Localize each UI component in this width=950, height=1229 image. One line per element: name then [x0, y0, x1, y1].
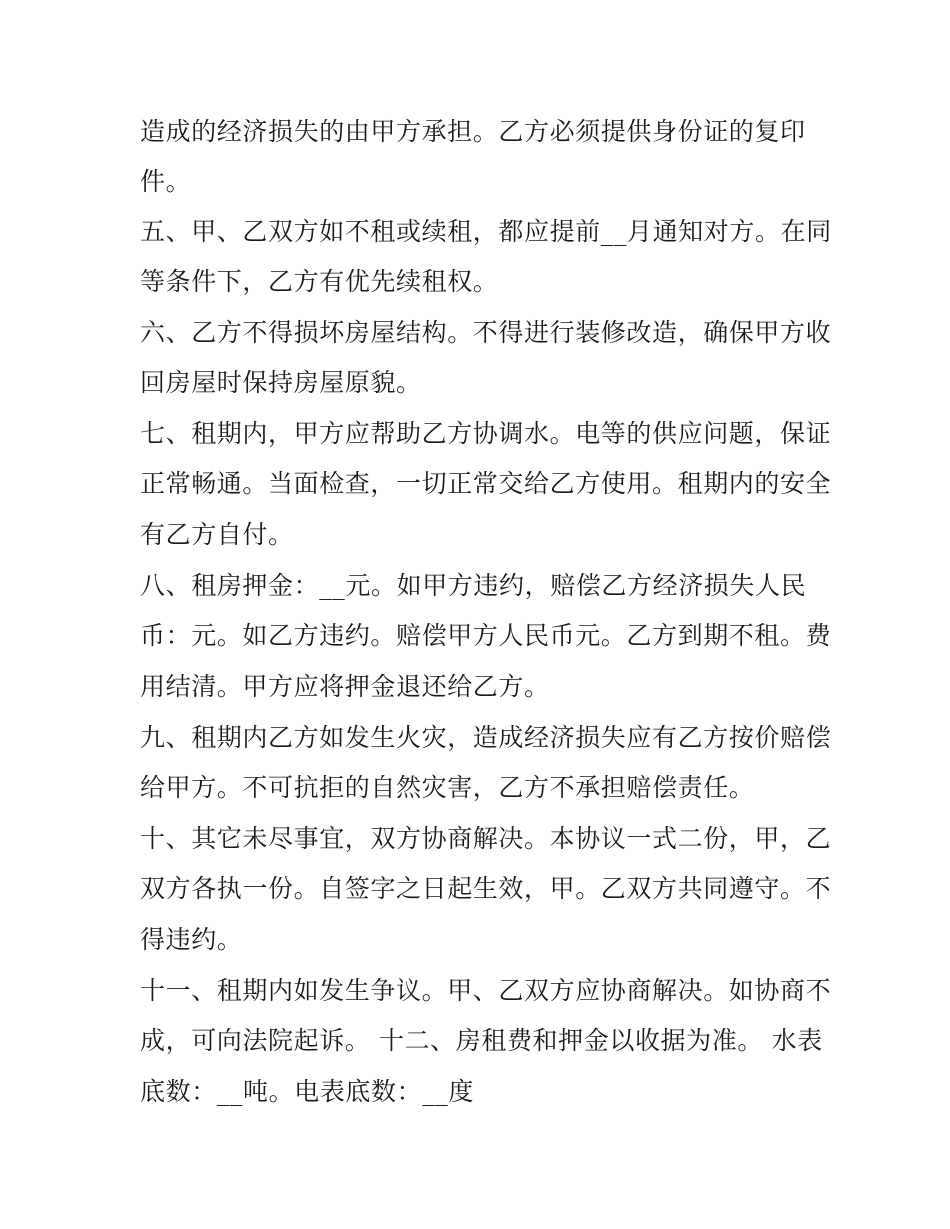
text-line: 有乙方自付。: [140, 520, 294, 549]
text-line: 成，可向法院起诉。 十二、房租费和押金以收据为准。 水表: [140, 1026, 823, 1055]
clause-7-line: 七、租期内，甲方应帮助乙方协调水。电等的供应问题，保证: [140, 419, 832, 448]
text-line: 双方各执一份。自签字之日起生效，甲。乙双方共同遵守。不: [140, 874, 832, 903]
text-line: 件。: [140, 167, 192, 196]
clause-5-line: 五、甲、乙双方如不租或续租，都应提前__月通知对方。在同: [140, 217, 832, 246]
clause-8-line: 八、租房押金：__元。如甲方违约，赔偿乙方经济损失人民: [140, 571, 807, 600]
text-line: 回房屋时保持房屋原貌。: [140, 368, 422, 397]
clause-6-line: 六、乙方不得损坏房屋结构。不得进行装修改造，确保甲方收: [140, 318, 832, 347]
text-line: 正常畅通。当面检查，一切正常交给乙方使用。租期内的安全: [140, 469, 832, 498]
clause-10-line: 十、其它未尽事宜，双方协商解决。本协议一式二份，甲，乙: [140, 824, 832, 853]
text-line: 等条件下，乙方有优先续租权。: [140, 267, 499, 296]
text-line: 底数：__吨。电表底数：__度: [140, 1077, 475, 1106]
clause-9-line: 九、租期内乙方如发生火灾，造成经济损失应有乙方按价赔偿: [140, 723, 832, 752]
text-line: 用结清。甲方应将押金退还给乙方。: [140, 672, 550, 701]
text-line: 给甲方。不可抗拒的自然灾害，乙方不承担赔偿责任。: [140, 773, 755, 802]
text-line: 币：元。如乙方违约。赔偿甲方人民币元。乙方到期不租。费: [140, 621, 832, 650]
text-line: 造成的经济损失的由甲方承担。乙方必须提供身份证的复印: [140, 117, 806, 146]
clause-11-line: 十一、租期内如发生争议。甲、乙双方应协商解决。如协商不: [140, 976, 832, 1005]
text-line: 得违约。: [140, 925, 243, 954]
